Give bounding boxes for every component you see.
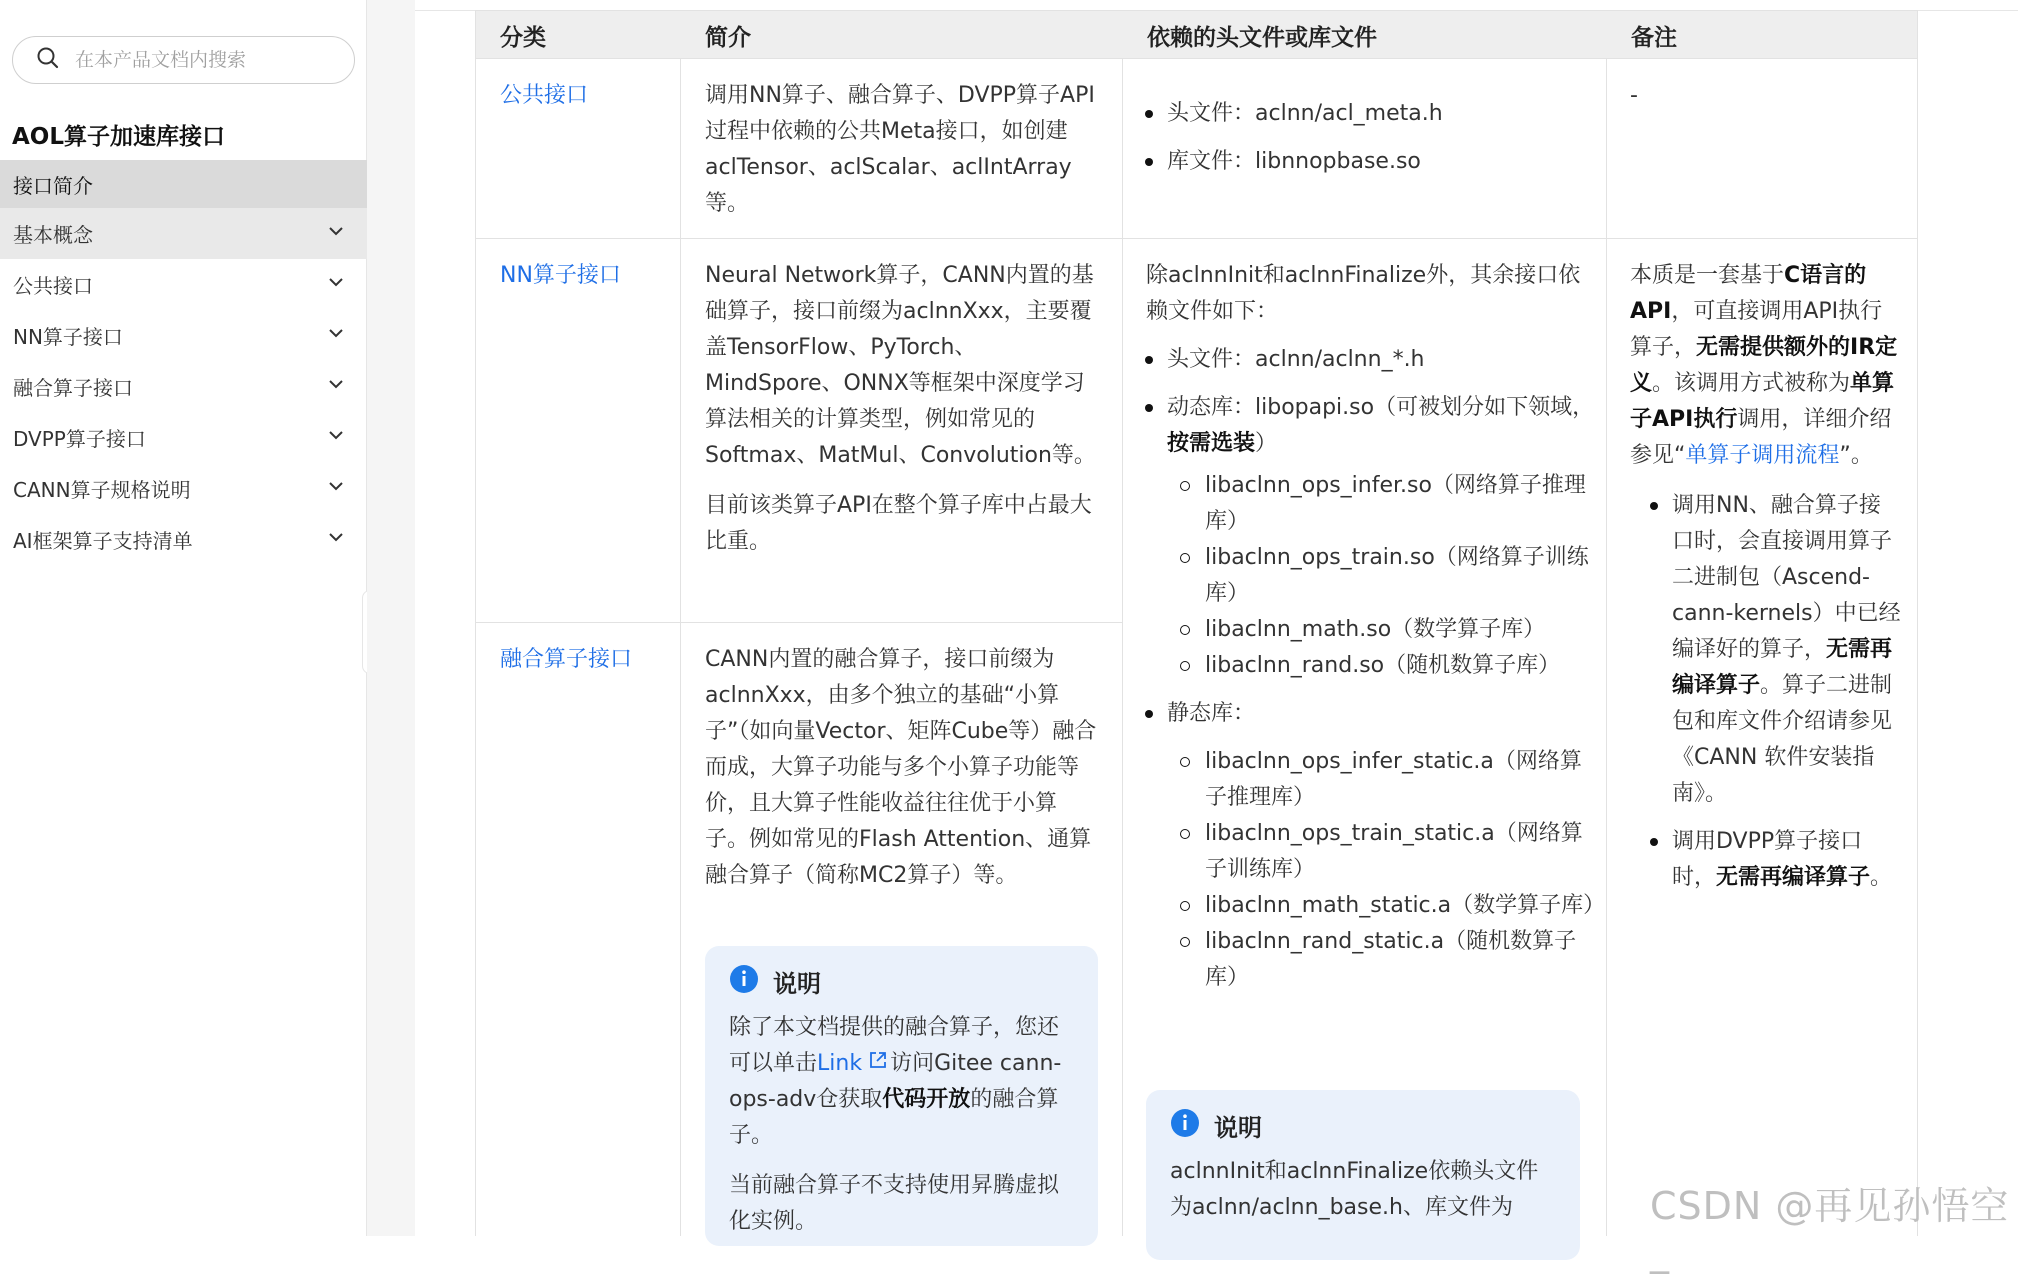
sidebar-item-label: NN算子接口 — [13, 325, 123, 349]
note-text — [729, 1010, 1074, 1154]
list-item — [1125, 696, 1606, 996]
watermark: CSDN @再见孙悟空_ — [1650, 1184, 2010, 1274]
chevron-down-icon — [325, 220, 347, 247]
category-link-nn[interactable]: NN算子接口 — [500, 263, 621, 288]
divider — [1122, 59, 1123, 1236]
deps-public — [1125, 96, 1595, 180]
external-link-icon — [868, 1046, 888, 1082]
note-text-p2: 当前融合算子不支持使用昇腾虚拟化实例。 — [729, 1173, 1060, 1234]
list-item — [1125, 390, 1596, 684]
chevron-down-icon — [325, 526, 347, 553]
note-header — [1170, 1108, 1556, 1148]
sidebar-item-dvpp-interface[interactable] — [0, 412, 367, 463]
search-icon — [35, 45, 61, 75]
divider — [475, 238, 1918, 239]
chevron-down-icon — [325, 475, 347, 502]
header-intro: 简介 — [705, 25, 751, 51]
sidebar-item-public-interface[interactable] — [0, 259, 367, 310]
chevron-down-icon — [325, 271, 347, 298]
intro-public: 调用NN算子、融合算子、DVPP算子API过程中依赖的公共Meta接口，如创建aclTensor、aclScalar、aclIntArray等。 — [705, 83, 1095, 216]
chevron-down-icon — [325, 373, 347, 400]
remark-bold: 无需再编译算子 — [1716, 865, 1871, 890]
sidebar-item-interface-intro[interactable] — [0, 160, 367, 208]
sidebar-item-label: 公共接口 — [13, 274, 93, 298]
list-item: libaclnn_ops_train.so（网络算子训练库） — [1167, 540, 1596, 612]
note-box-nn — [1146, 1090, 1580, 1260]
category-link-public[interactable]: 公共接口 — [500, 83, 589, 108]
deps-nn — [1146, 258, 1606, 996]
intro-fusion: CANN内置的融合算子，接口前缀为aclnnXxx，由多个独立的基础“小算子”（如向量Vector、矩阵Cube等）融合而成，大算子功能与多个小算子功能等价，且大算子性能收益往往优于小算子。例如常见的Flash Attention、通算融合算子（简称MC2算子）等。 — [705, 647, 1097, 888]
remark-bold: 无需再编译算子 — [1672, 637, 1893, 698]
remark-text: 调用，详细介绍参见“ — [1630, 407, 1892, 468]
remark-text: 调用NN、融合算子接口时，会直接调用算子二进制包（Ascend-cann-kernels）中已经编译好的算子， — [1672, 493, 1901, 662]
list-item: libaclnn_rand_static.a（随机数算子库） — [1167, 924, 1596, 996]
sidebar-item-fusion-interface[interactable] — [0, 361, 367, 412]
remark-bold: 无需提供额外的IR定义 — [1630, 335, 1898, 396]
list-item: 头文件：aclnn/acl_meta.h — [1125, 96, 1595, 132]
remark-text: 。 — [1870, 865, 1893, 890]
divider — [1917, 59, 1918, 1236]
sidebar-title: AOL算子加速库接口 — [12, 124, 226, 150]
list-item: libaclnn_ops_infer_static.a（网络算子推理库） — [1167, 744, 1596, 816]
dep-static-label: 静态库： — [1167, 701, 1256, 726]
note-text-part: 除了本文档提供的融合算子，您还可以单击 — [729, 1015, 1060, 1076]
remark-text: ，可直接调用API执行算子， — [1630, 299, 1883, 360]
list-item: libaclnn_math.so（数学算子库） — [1167, 612, 1596, 648]
intro-nn-p2: 目前该类算子API在整个算子库中占最大比重。 — [705, 493, 1092, 554]
sidebar — [0, 0, 367, 1236]
category-link-fusion[interactable]: 融合算子接口 — [500, 647, 633, 672]
list-item: 头文件：aclnn/aclnn_*.h — [1125, 342, 1596, 378]
intro-nn — [705, 258, 1097, 560]
header-remark: 备注 — [1631, 25, 1677, 51]
deps-nn-intro: 除aclnnInit和aclnnFinalize外，其余接口依赖文件如下： — [1146, 263, 1581, 324]
table-header — [475, 10, 1918, 59]
sidebar-item-label: DVPP算子接口 — [13, 427, 146, 451]
sidebar-item-nn-interface[interactable] — [0, 310, 367, 361]
dep-dynamic-label: 动态库：libopapi.so（可被划分如下领域， — [1167, 395, 1595, 420]
sidebar-item-ai-framework-list[interactable] — [0, 514, 367, 565]
remark-public: - — [1630, 83, 1638, 108]
remark-bold: C语言的API — [1630, 263, 1867, 324]
note-text-part: 访问Gitee cann-ops-adv仓获取 — [729, 1051, 1062, 1112]
sidebar-item-label: AI框架算子支持清单 — [13, 529, 193, 553]
sidebar-item-label: 接口简介 — [13, 173, 93, 198]
note-box-fusion — [705, 946, 1098, 1246]
note-text-part: 的融合算子。 — [729, 1087, 1059, 1148]
dep-dynamic-close: ） — [1255, 431, 1278, 456]
note-text: aclnnInit和aclnnFinalize依赖头文件为aclnn/aclnn_base.h、库文件为 — [1170, 1159, 1539, 1220]
remark-text: 。算子二进制包和库文件介绍请参见《CANN 软件安装指南》。 — [1672, 673, 1893, 806]
divider — [680, 59, 681, 1236]
intro-nn-p1: Neural Network算子，CANN内置的基础算子，接口前缀为aclnnXxx，主要覆盖TensorFlow、PyTorch、MindSpore、ONNX等框架中深度学习算法相关的计算类型，例如常见的Softmax、MatMul、Convolution等。 — [705, 263, 1096, 468]
remark-text: 调用DVPP算子接口时， — [1672, 829, 1863, 890]
divider — [1606, 59, 1607, 1236]
sidebar-item-cann-spec[interactable] — [0, 463, 367, 514]
remark-bold: 单算子API执行 — [1630, 371, 1895, 432]
dep-dynamic-bold: 按需选装 — [1167, 431, 1256, 456]
chevron-down-icon — [325, 322, 347, 349]
list-item — [1630, 488, 1902, 812]
sidebar-item-label: 融合算子接口 — [13, 376, 133, 400]
list-item: 库文件：libnnopbase.so — [1125, 144, 1595, 180]
note-bold: 代码开放 — [882, 1087, 971, 1112]
sidebar-item-basic-concepts[interactable] — [0, 208, 367, 259]
single-op-flow-link[interactable]: 单算子调用流程 — [1685, 443, 1840, 468]
note-header — [729, 964, 1074, 1004]
list-item — [1630, 824, 1902, 896]
list-item: libaclnn_ops_train_static.a（网络算子训练库） — [1167, 816, 1596, 888]
sidebar-item-label: CANN算子规格说明 — [13, 478, 191, 502]
gitee-link[interactable]: Link — [817, 1051, 863, 1076]
header-deps: 依赖的头文件或库文件 — [1147, 25, 1377, 51]
header-category: 分类 — [500, 25, 546, 51]
note-title: 说明 — [1214, 1114, 1262, 1142]
info-icon — [1170, 1108, 1214, 1148]
remark-text: ”。 — [1839, 443, 1873, 468]
search-input[interactable] — [75, 49, 345, 71]
list-item: libaclnn_math_static.a（数学算子库） — [1167, 888, 1596, 924]
remark-nn — [1630, 258, 1902, 896]
divider — [475, 622, 1123, 623]
remark-text: 。该调用方式被称为 — [1652, 371, 1851, 396]
info-icon — [729, 964, 773, 1004]
remark-text: 本质是一套基于 — [1630, 263, 1785, 288]
content-gutter — [367, 0, 415, 1236]
list-item: libaclnn_ops_infer.so（网络算子推理库） — [1167, 468, 1596, 540]
divider — [475, 59, 476, 1236]
remark-nn-text — [1630, 258, 1902, 474]
list-item: libaclnn_rand.so（随机数算子库） — [1167, 648, 1596, 684]
search-box[interactable] — [12, 36, 355, 84]
sidebar-nav — [0, 160, 367, 565]
sidebar-item-label: 基本概念 — [13, 223, 93, 247]
note-title: 说明 — [773, 970, 821, 998]
chevron-down-icon — [325, 424, 347, 451]
